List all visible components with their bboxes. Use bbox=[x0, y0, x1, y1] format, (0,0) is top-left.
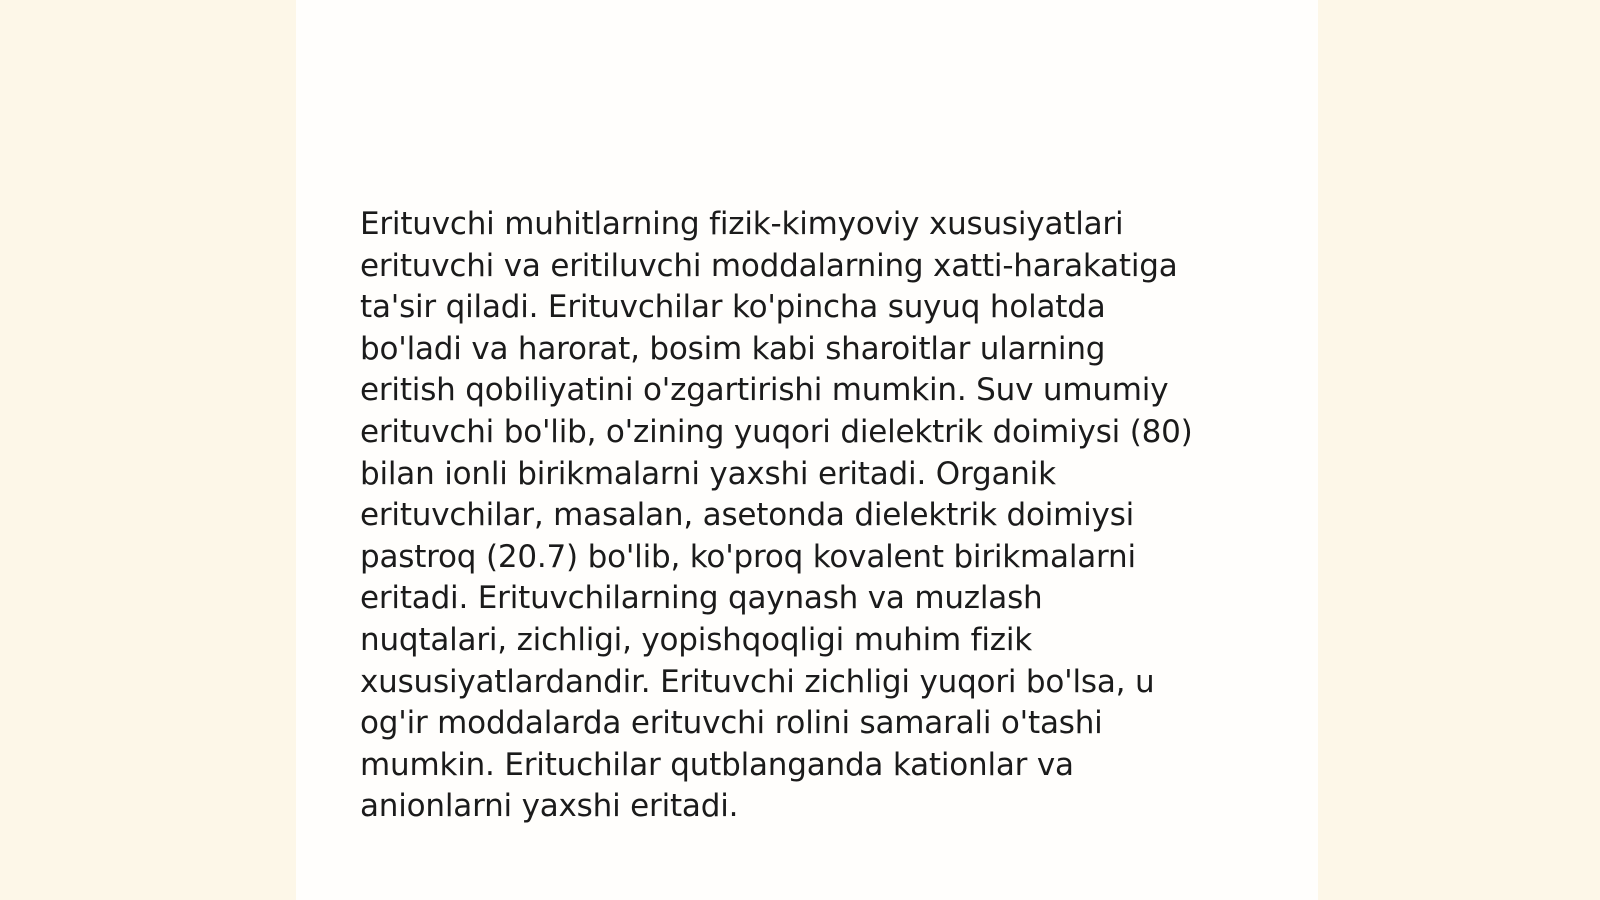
paragraph-line: erituvchi va eritiluvchi moddalarning xatti-harakatiga bbox=[360, 247, 1178, 284]
paragraph-line: bo'ladi va harorat, bosim kabi sharoitlar ularning bbox=[360, 330, 1106, 367]
paragraph-line: bilan ionli birikmalarni yaxshi eritadi. Organik bbox=[360, 455, 1056, 492]
paragraph-line: eritish qobiliyatini o'zgartirishi mumkin. Suv umumiy bbox=[360, 372, 1169, 409]
paragraph-line: ta'sir qiladi. Erituvchilar ko'pincha suyuq holatda bbox=[360, 289, 1106, 326]
paragraph-line: anionlarni yaxshi eritadi. bbox=[360, 788, 739, 825]
paragraph-line: nuqtalari, zichligi, yopishqoqligi muhim fizik bbox=[360, 621, 1033, 658]
slide-body-paragraph bbox=[360, 204, 1260, 828]
slide bbox=[296, 0, 1318, 900]
paragraph-line: pastroq (20.7) bo'lib, ko'proq kovalent birikmalarni bbox=[360, 538, 1136, 575]
paragraph-line: eritadi. Erituvchilarning qaynash va muzlash bbox=[360, 580, 1043, 617]
paragraph-line: erituvchilar, masalan, asetonda dielektrik doimiysi bbox=[360, 497, 1135, 534]
paragraph-line: Erituvchi muhitlarning fizik-kimyoviy xususiyatlari bbox=[360, 206, 1124, 242]
paragraph-line: xususiyatlardandir. Erituvchi zichligi yuqori bo'lsa, u bbox=[360, 663, 1155, 700]
paragraph-line: mumkin. Erituchilar qutblanganda kationlar va bbox=[360, 746, 1074, 783]
paragraph-line: og'ir moddalarda erituvchi rolini samarali o'tashi bbox=[360, 705, 1103, 742]
paragraph-line: erituvchi bo'lib, o'zining yuqori dielektrik doimiysi (80) bbox=[360, 413, 1193, 450]
